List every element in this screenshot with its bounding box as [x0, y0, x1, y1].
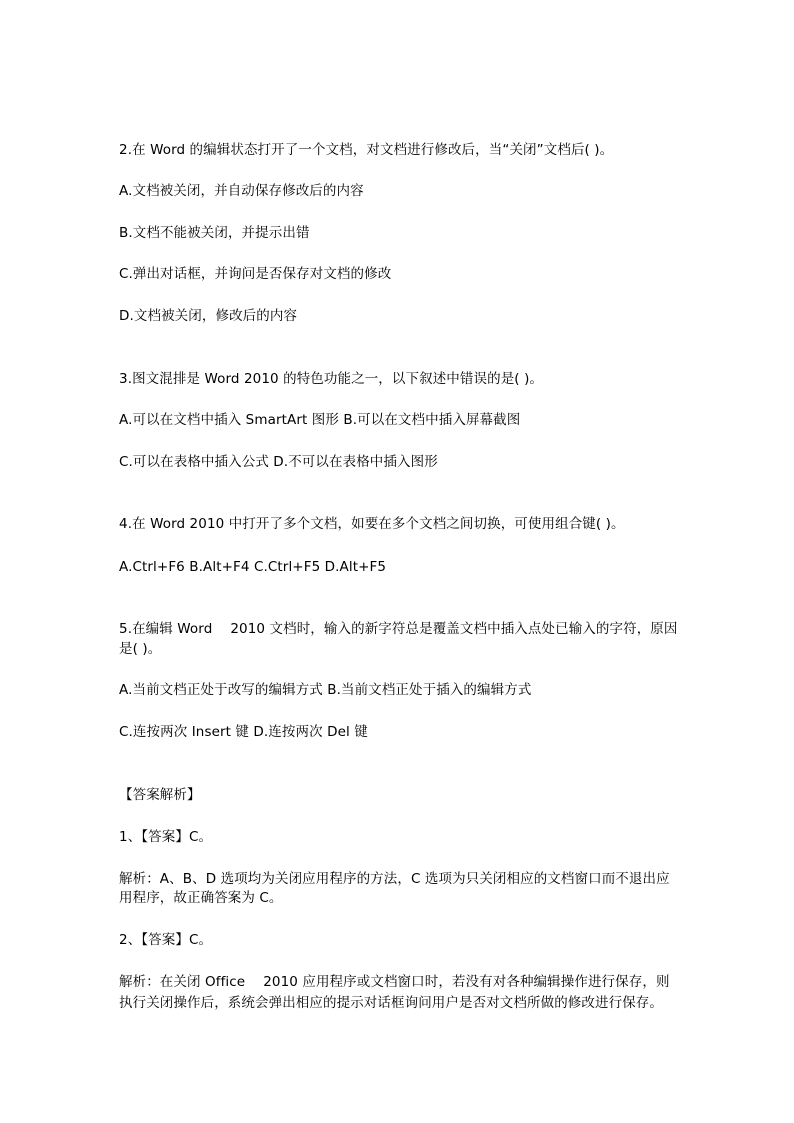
answer-2-explanation-line-1: 解析：在关闭 Office 2010 应用程序或文档窗口时，若没有对各种编辑操作进行保存，则: [119, 974, 670, 990]
question-5-stem-line-1: 5.在编辑 Word 2010 文档时，输入的新字符总是覆盖文档中插入点处已输入的字符，原因: [119, 621, 678, 637]
answers-heading: 【答案解析】: [119, 787, 201, 803]
answer-1-explanation-line-2: 用程序，故正确答案为 C。: [119, 890, 283, 906]
question-3-options-ab: A.可以在文档中插入 SmartArt 图形 B.可以在文档中插入屏幕截图: [119, 412, 521, 428]
answer-1-explanation-line-1: 解析：A、B、D 选项均为关闭应用程序的方法，C 选项为只关闭相应的文档窗口而不退出应: [119, 871, 670, 887]
question-2-option-c: C.弹出对话框，并询问是否保存对文档的修改: [119, 266, 392, 282]
question-2-option-b: B.文档不能被关闭，并提示出错: [119, 225, 310, 241]
question-5-stem-line-2: 是( )。: [119, 641, 162, 657]
question-3-stem: 3.图文混排是 Word 2010 的特色功能之一，以下叙述中错误的是( )。: [119, 371, 544, 387]
answer-1-label: 1、【答案】C。: [119, 829, 213, 845]
question-5-options-cd: C.连按两次 Insert 键 D.连按两次 Del 键: [119, 724, 368, 740]
question-4-options: A.Ctrl+F6 B.Alt+F4 C.Ctrl+F5 D.Alt+F5: [119, 559, 387, 575]
answer-2-label: 2、【答案】C。: [119, 932, 213, 948]
answer-2-explanation-line-2: 执行关闭操作后，系统会弹出相应的提示对话框询问用户是否对文档所做的修改进行保存。: [119, 995, 663, 1011]
question-4-stem: 4.在 Word 2010 中打开了多个文档，如要在多个文档之间切换，可使用组合键( )。: [119, 516, 625, 532]
question-2-option-a: A.文档被关闭，并自动保存修改后的内容: [119, 183, 364, 199]
question-2-option-d: D.文档被关闭，修改后的内容: [119, 308, 298, 324]
question-5-options-ab: A.当前文档正处于改写的编辑方式 B.当前文档正处于插入的编辑方式: [119, 682, 532, 698]
question-2-stem: 2.在 Word 的编辑状态打开了一个文档，对文档进行修改后，当“关闭”文档后( )。: [119, 142, 614, 158]
question-3-options-cd: C.可以在表格中插入公式 D.不可以在表格中插入图形: [119, 454, 438, 470]
